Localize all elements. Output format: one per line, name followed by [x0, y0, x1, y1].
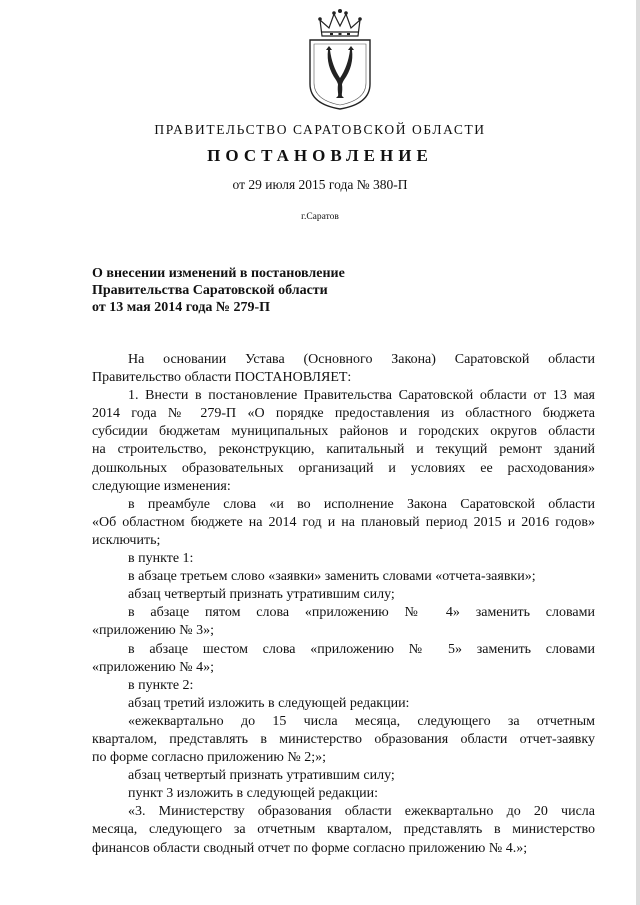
body-line: 1. Внести в постановление Правительства Саратовской области от 13 мая [128, 388, 595, 404]
body-line: в пункте 2: [128, 677, 194, 693]
body-line: «3. Министерству образования области ежеквартально до 20 числа [128, 804, 595, 820]
government-name: ПРАВИТЕЛЬСТВО САРАТОВСКОЙ ОБЛАСТИ [154, 122, 486, 137]
scan-edge [636, 0, 640, 905]
body-line: абзац четвертый признать утратившим силу; [128, 587, 395, 603]
document-type-title: ПОСТАНОВЛЕНИЕ [207, 146, 433, 165]
body-line: субсидии бюджетам муниципальных районов и городских округов области [92, 424, 595, 440]
body-line: 2014 года № 279-П «О порядке предоставления из областного бюджета [92, 406, 595, 422]
body-line: на строительство, реконструкцию, капитальный и текущий ремонт зданий [92, 442, 595, 458]
subject-line: Правительства Саратовской области [92, 283, 328, 298]
body-line: кварталом, представлять в министерство образования области отчет-заявку [92, 731, 595, 747]
body-line: в абзаце пятом слова «приложению № 4» заменить словами [128, 605, 595, 621]
body-line: дошкольных образовательных организаций и условиях ее расходования» [92, 460, 595, 476]
body-line: «приложению № 3»; [92, 623, 215, 639]
body-line: в абзаце третьем слово «заявки» заменить словами «отчета-заявки»; [128, 569, 536, 585]
document-body [92, 351, 595, 858]
subject-line: от 13 мая 2014 года № 279-П [92, 300, 271, 315]
body-line: в пункте 1: [128, 551, 194, 567]
body-line: финансов области сводный отчет по форме согласно приложению № 4.»; [92, 840, 528, 856]
body-line: абзац четвертый признать утратившим силу; [128, 768, 395, 784]
body-line: «приложению № 4»; [92, 659, 215, 675]
document-city: г.Саратов [301, 212, 339, 222]
body-line: На основании Устава (Основного Закона) Саратовской области [128, 352, 595, 367]
body-line: в абзаце шестом слова «приложению № 5» заменить словами [128, 641, 595, 657]
subject-line: О внесении изменений в постановление [92, 266, 345, 281]
body-line: Правительство области ПОСТАНОВЛЯЕТ: [92, 370, 352, 386]
saratov-coat-of-arms-icon [300, 6, 380, 110]
body-line: в преамбуле слова «и во исполнение Закона Саратовской области [128, 496, 595, 512]
body-line: месяца, следующего за отчетным кварталом, представлять в министерство [92, 822, 595, 838]
document-subject [92, 265, 492, 316]
body-line: пункт 3 изложить в следующей редакции: [128, 786, 378, 802]
body-line: следующие изменения: [92, 478, 231, 494]
body-line: «Об областном бюджете на 2014 год и на плановый период 2015 и 2016 годов» [92, 514, 595, 530]
body-line: абзац третий изложить в следующей редакции: [128, 695, 410, 711]
document-date-number: от 29 июля 2015 года № 380-П [232, 177, 408, 192]
body-line: «ежеквартально до 15 числа месяца, следующего за отчетным [128, 713, 595, 729]
body-line: исключить; [92, 532, 161, 548]
body-line: по форме согласно приложению № 2;»; [92, 750, 326, 766]
